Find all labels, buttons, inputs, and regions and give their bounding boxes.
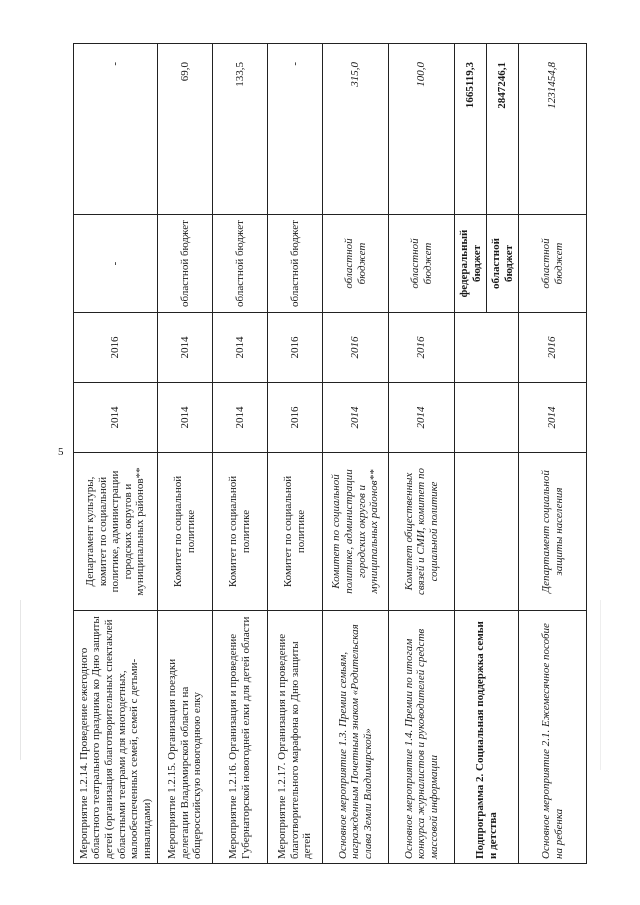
- program-activities-table: [73, 43, 587, 864]
- end-year: 2016: [268, 313, 323, 383]
- activity-name: Основное мероприятие 2.1. Ежемесячное пособие на ребенка: [519, 611, 587, 864]
- table-row: [323, 44, 389, 864]
- table-row: [389, 44, 455, 864]
- funding-source: областной бюджет: [213, 215, 268, 313]
- activity-name: Мероприятие 1.2.14. Проведение ежегодного областного театрального праздника ко Дню защиты детей (организация благотворительных спектаклей областными театрами для многодетных, малообеспеченных семей, семей с детьми-инвалидами): [74, 611, 158, 864]
- funding-amount: 315,0: [323, 44, 389, 215]
- start-year: 2016: [268, 383, 323, 453]
- start-year: [455, 383, 519, 453]
- end-year: 2014: [213, 313, 268, 383]
- activity-executor: Комитет по социальной политике: [158, 453, 213, 611]
- activity-name: Основное мероприятие 1.3. Премии семьям, награжденным Почетным знаком «Родительская слава Земли Владимирской»: [323, 611, 389, 864]
- funding-amount: 1231454,8: [519, 44, 587, 215]
- table-row: [74, 44, 158, 864]
- funding-amount: 2847246,1: [487, 44, 519, 215]
- funding-amount: 100,0: [389, 44, 455, 215]
- table-row: [268, 44, 323, 864]
- rotated-table-container: [73, 44, 586, 864]
- activity-executor: Департамент социальной защиты населения: [519, 453, 587, 611]
- funding-source: областной бюджет: [323, 215, 389, 313]
- funding-source: областной бюджет: [519, 215, 587, 313]
- table-row: [213, 44, 268, 864]
- table-row: [158, 44, 213, 864]
- start-year: 2014: [213, 383, 268, 453]
- funding-amount: 133,5: [213, 44, 268, 215]
- activity-name: Основное мероприятие 1.4. Премии по итогам конкурса журналистов и руководителей средств массовой информации: [389, 611, 455, 864]
- start-year: 2014: [158, 383, 213, 453]
- funding-source: областной бюджет: [487, 215, 519, 313]
- activity-name: Мероприятие 1.2.17. Организация и проведение благотворительного марафона ко Дню защиты детей: [268, 611, 323, 864]
- activity-executor: Комитет по социальной политике: [268, 453, 323, 611]
- funding-source: -: [74, 215, 158, 313]
- funding-amount: 1665119,3: [455, 44, 487, 215]
- scan-margin-line: [20, 600, 21, 760]
- funding-source: федеральный бюджет: [455, 215, 487, 313]
- funding-source: областной бюджет: [268, 215, 323, 313]
- start-year: 2014: [74, 383, 158, 453]
- end-year: [455, 313, 519, 383]
- end-year: 2016: [323, 313, 389, 383]
- funding-source: областной бюджет: [389, 215, 455, 313]
- subprogram-name: Подпрограмма 2. Социальная поддержка семьи и детства: [455, 611, 519, 864]
- start-year: 2014: [519, 383, 587, 453]
- activity-name: Мероприятие 1.2.15. Организация поездки делегации Владимирской области на общероссийскую новогоднюю елку: [158, 611, 213, 864]
- table-wrapper: [73, 44, 586, 864]
- activity-executor: [455, 453, 519, 611]
- start-year: 2014: [323, 383, 389, 453]
- end-year: 2016: [389, 313, 455, 383]
- activity-executor: Департамент культуры, комитет по социальной политике, администрации городских округов и муниципальных районов**: [74, 453, 158, 611]
- page-number: 5: [58, 446, 64, 458]
- table-row: [455, 44, 487, 864]
- activity-name: Мероприятие 1.2.16. Организация и проведение Губернаторской новогодней елки для детей области: [213, 611, 268, 864]
- activity-executor: Комитет по социальной политике: [213, 453, 268, 611]
- table-row: [519, 44, 587, 864]
- funding-source: областной бюджет: [158, 215, 213, 313]
- activity-executor: Комитет по социальной политике, администрации городских округов и муниципальных районов**: [323, 453, 389, 611]
- funding-amount: -: [74, 44, 158, 215]
- activity-executor: Комитет общественных связей и СМИ, комитет по социальной политике: [389, 453, 455, 611]
- end-year: 2016: [74, 313, 158, 383]
- funding-amount: 69,0: [158, 44, 213, 215]
- end-year: 2016: [519, 313, 587, 383]
- funding-amount: -: [268, 44, 323, 215]
- end-year: 2014: [158, 313, 213, 383]
- start-year: 2014: [389, 383, 455, 453]
- scan-margin-line: [600, 600, 601, 770]
